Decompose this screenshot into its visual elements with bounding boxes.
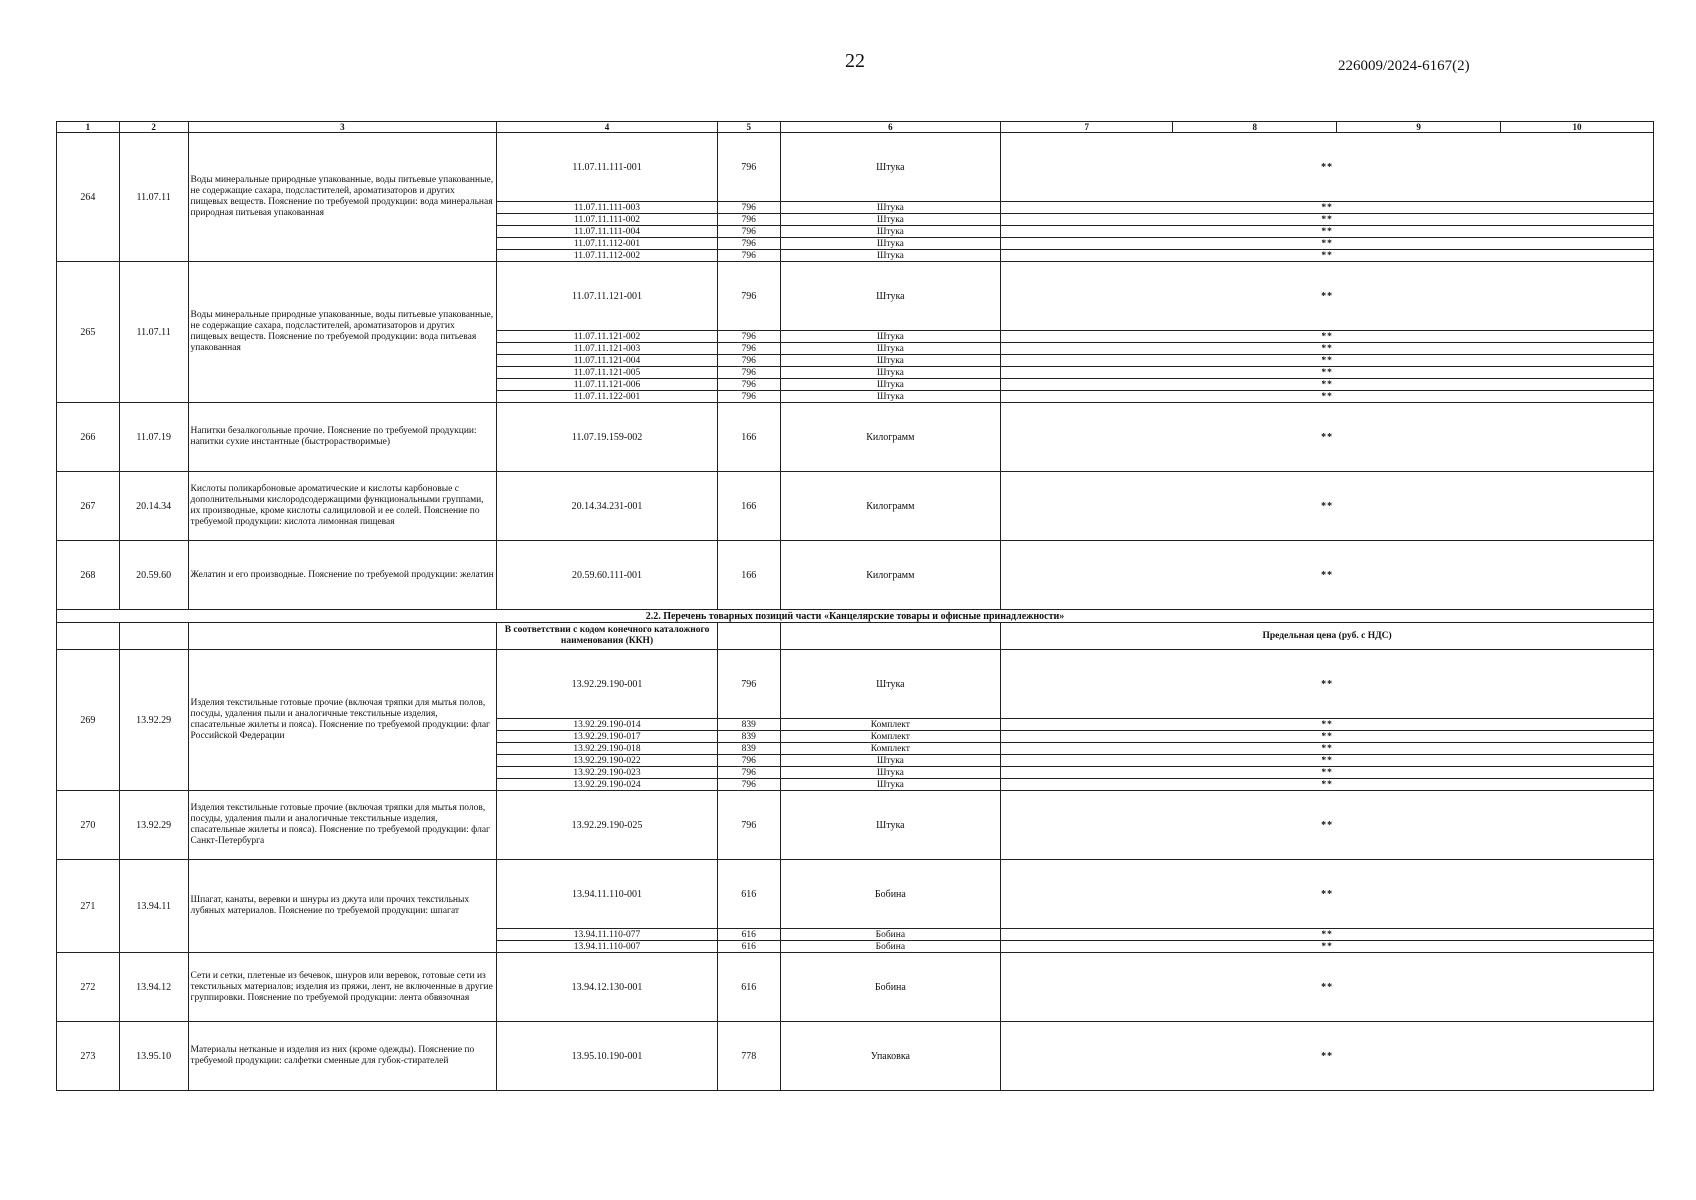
max-price: ** (1001, 731, 1654, 743)
ktru-code: 11.07.11.112-001 (497, 238, 718, 250)
max-price: ** (1001, 262, 1654, 331)
unit-name: Штука (780, 391, 1001, 403)
unit-name: Штука (780, 379, 1001, 391)
empty-cell (57, 623, 120, 650)
col-header: 8 (1173, 122, 1337, 133)
kkn-header: В соответствии с кодом конечного каталожного наименования (ККН) (497, 623, 718, 650)
ktru-code: 11.07.11.121-003 (497, 343, 718, 355)
col-header: 5 (717, 122, 780, 133)
max-price: ** (1001, 391, 1654, 403)
col-header: 1 (57, 122, 120, 133)
okei-code: 796 (717, 367, 780, 379)
ktru-code: 13.92.29.190-023 (497, 767, 718, 779)
document-id: 226009/2024-6167(2) (1338, 58, 1470, 74)
okei-code: 166 (717, 472, 780, 541)
unit-name: Штука (780, 755, 1001, 767)
table-body-food (57, 133, 1654, 610)
okei-code: 796 (717, 767, 780, 779)
max-price: ** (1001, 331, 1654, 343)
max-price: ** (1001, 767, 1654, 779)
okei-code: 796 (717, 250, 780, 262)
table-row (57, 262, 1654, 331)
empty-cell (119, 623, 188, 650)
okei-code: 796 (717, 779, 780, 791)
okpd-code: 13.94.11 (119, 860, 188, 953)
row-number: 268 (57, 541, 120, 610)
product-description: Изделия текстильные готовые прочие (включая тряпки для мытья полов, посуды, удаления пыли и аналогичные текстильные изделия, спасательные жилеты и пояса). Пояснение по требуемой продукции: флаг Российской Федерации (188, 650, 497, 791)
ktru-code: 13.94.11.110-007 (497, 941, 718, 953)
row-number: 271 (57, 860, 120, 953)
unit-name: Комплект (780, 743, 1001, 755)
unit-name: Комплект (780, 719, 1001, 731)
section-columns-row (57, 623, 1654, 650)
product-description: Изделия текстильные готовые прочие (включая тряпки для мытья полов, посуды, удаления пыли и аналогичные текстильные изделия, спасательные жилеты и пояса). Пояснение по требуемой продукции: флаг Санкт-Петербурга (188, 791, 497, 860)
row-number: 264 (57, 133, 120, 262)
unit-name: Штука (780, 343, 1001, 355)
page-number: 22 (845, 50, 865, 72)
section-title: 2.2. Перечень товарных позиций части «Канцелярские товары и офисные принадлежности» (57, 610, 1654, 623)
table-row (57, 133, 1654, 202)
section-header (57, 610, 1654, 650)
okei-code: 796 (717, 331, 780, 343)
product-description: Материалы нетканые и изделия из них (кроме одежды). Пояснение по требуемой продукции: салфетки сменные для губок-стирателей (188, 1022, 497, 1091)
product-description: Желатин и его производные. Пояснение по требуемой продукции: желатин (188, 541, 497, 610)
okpd-code: 11.07.19 (119, 403, 188, 472)
unit-name: Килограмм (780, 541, 1001, 610)
okpd-code: 13.92.29 (119, 650, 188, 791)
table-row (57, 403, 1654, 472)
max-price: ** (1001, 403, 1654, 472)
price-table (56, 121, 1654, 1091)
max-price: ** (1001, 238, 1654, 250)
row-number: 272 (57, 953, 120, 1022)
max-price: ** (1001, 755, 1654, 767)
unit-name: Штука (780, 238, 1001, 250)
okei-code: 166 (717, 541, 780, 610)
max-price: ** (1001, 133, 1654, 202)
unit-name: Штука (780, 133, 1001, 202)
table-body-stationery (57, 650, 1654, 1091)
unit-name: Штука (780, 202, 1001, 214)
okei-code: 616 (717, 929, 780, 941)
ktru-code: 13.95.10.190-001 (497, 1022, 718, 1091)
okei-code: 839 (717, 731, 780, 743)
row-number: 269 (57, 650, 120, 791)
okei-code: 796 (717, 214, 780, 226)
ktru-code: 13.92.29.190-001 (497, 650, 718, 719)
table-row (57, 541, 1654, 610)
okpd-code: 13.95.10 (119, 1022, 188, 1091)
okei-code: 796 (717, 133, 780, 202)
price-header: Предельная цена (руб. с НДС) (1001, 623, 1654, 650)
unit-name: Бобина (780, 953, 1001, 1022)
okpd-code: 20.14.34 (119, 472, 188, 541)
max-price: ** (1001, 250, 1654, 262)
empty-cell (188, 623, 497, 650)
okei-code: 796 (717, 262, 780, 331)
ktru-code: 11.07.11.111-001 (497, 133, 718, 202)
ktru-code: 20.14.34.231-001 (497, 472, 718, 541)
max-price: ** (1001, 343, 1654, 355)
unit-name: Бобина (780, 860, 1001, 929)
okpd-code: 11.07.11 (119, 133, 188, 262)
okei-code: 796 (717, 238, 780, 250)
ktru-code: 11.07.11.111-004 (497, 226, 718, 238)
row-number: 265 (57, 262, 120, 403)
okei-code: 796 (717, 226, 780, 238)
unit-name: Комплект (780, 731, 1001, 743)
okei-code: 796 (717, 379, 780, 391)
unit-name: Штука (780, 650, 1001, 719)
col-header: 7 (1001, 122, 1173, 133)
max-price: ** (1001, 1022, 1654, 1091)
section-title-row (57, 610, 1654, 623)
unit-name: Бобина (780, 941, 1001, 953)
table-row (57, 1022, 1654, 1091)
empty-cell (717, 623, 780, 650)
max-price: ** (1001, 953, 1654, 1022)
okei-code: 796 (717, 791, 780, 860)
product-description: Воды минеральные природные упакованные, воды питьевые упакованные, не содержащие сахара, подсластителей, ароматизаторов и других пищевых веществ. Пояснение по требуемой продукции: вода минеральная природная питьевая упакованная (188, 133, 497, 262)
unit-name: Килограмм (780, 472, 1001, 541)
product-description: Сети и сетки, плетеные из бечевок, шнуров или веревок, готовые сети из текстильных материалов; изделия из пряжи, лент, не включенные в другие группировки. Пояснение по требуемой продукции: лента обвязочная (188, 953, 497, 1022)
okei-code: 796 (717, 343, 780, 355)
max-price: ** (1001, 202, 1654, 214)
row-number: 266 (57, 403, 120, 472)
unit-name: Штука (780, 355, 1001, 367)
row-number: 267 (57, 472, 120, 541)
product-description: Шпагат, канаты, веревки и шнуры из джута или прочих текстильных лубяных материалов. Пояснение по требуемой продукции: шпагат (188, 860, 497, 953)
max-price: ** (1001, 650, 1654, 719)
ktru-code: 20.59.60.111-001 (497, 541, 718, 610)
okei-code: 616 (717, 953, 780, 1022)
ktru-code: 11.07.11.121-005 (497, 367, 718, 379)
price-table-container (56, 121, 1654, 1091)
unit-name: Штука (780, 214, 1001, 226)
okpd-code: 20.59.60 (119, 541, 188, 610)
ktru-code: 13.94.11.110-001 (497, 860, 718, 929)
ktru-code: 11.07.19.159-002 (497, 403, 718, 472)
col-header: 3 (188, 122, 497, 133)
max-price: ** (1001, 226, 1654, 238)
unit-name: Бобина (780, 929, 1001, 941)
table-row (57, 650, 1654, 719)
max-price: ** (1001, 472, 1654, 541)
max-price: ** (1001, 743, 1654, 755)
unit-name: Упаковка (780, 1022, 1001, 1091)
max-price: ** (1001, 719, 1654, 731)
product-description: Напитки безалкогольные прочие. Пояснение по требуемой продукции: напитки сухие инстантные (быстрорастворимые) (188, 403, 497, 472)
okei-code: 166 (717, 403, 780, 472)
max-price: ** (1001, 355, 1654, 367)
col-header: 9 (1337, 122, 1501, 133)
col-header: 10 (1501, 122, 1654, 133)
okei-code: 796 (717, 755, 780, 767)
col-header: 2 (119, 122, 188, 133)
unit-name: Килограмм (780, 403, 1001, 472)
max-price: ** (1001, 214, 1654, 226)
ktru-code: 13.92.29.190-022 (497, 755, 718, 767)
max-price: ** (1001, 541, 1654, 610)
okei-code: 616 (717, 860, 780, 929)
okei-code: 796 (717, 650, 780, 719)
okei-code: 796 (717, 391, 780, 403)
col-header: 4 (497, 122, 718, 133)
row-number: 273 (57, 1022, 120, 1091)
ktru-code: 13.92.29.190-025 (497, 791, 718, 860)
col-header: 6 (780, 122, 1001, 133)
row-number: 270 (57, 791, 120, 860)
ktru-code: 11.07.11.111-002 (497, 214, 718, 226)
okpd-code: 13.92.29 (119, 791, 188, 860)
unit-name: Штука (780, 331, 1001, 343)
max-price: ** (1001, 379, 1654, 391)
empty-cell (780, 623, 1001, 650)
ktru-code: 13.94.12.130-001 (497, 953, 718, 1022)
ktru-code: 11.07.11.121-001 (497, 262, 718, 331)
table-row (57, 860, 1654, 929)
table-row (57, 953, 1654, 1022)
product-description: Кислоты поликарбоновые ароматические и кислоты карбоновые с дополнительными кислородсодержащими функциональными группами, их производные, кроме кислоты салициловой и ее солей. Пояснение по требуемой продукции: кислота лимонная пищевая (188, 472, 497, 541)
ktru-code: 11.07.11.111-003 (497, 202, 718, 214)
okpd-code: 11.07.11 (119, 262, 188, 403)
ktru-code: 13.94.11.110-077 (497, 929, 718, 941)
okei-code: 796 (717, 355, 780, 367)
okei-code: 839 (717, 743, 780, 755)
okei-code: 796 (717, 202, 780, 214)
max-price: ** (1001, 860, 1654, 929)
ktru-code: 11.07.11.121-006 (497, 379, 718, 391)
okpd-code: 13.94.12 (119, 953, 188, 1022)
unit-name: Штука (780, 262, 1001, 331)
unit-name: Штука (780, 779, 1001, 791)
table-row (57, 472, 1654, 541)
max-price: ** (1001, 779, 1654, 791)
max-price: ** (1001, 929, 1654, 941)
ktru-code: 11.07.11.112-002 (497, 250, 718, 262)
unit-name: Штука (780, 791, 1001, 860)
ktru-code: 13.92.29.190-024 (497, 779, 718, 791)
unit-name: Штука (780, 250, 1001, 262)
column-number-row (57, 122, 1654, 133)
product-description: Воды минеральные природные упакованные, воды питьевые упакованные, не содержащие сахара, подсластителей, ароматизаторов и других пищевых веществ. Пояснение по требуемой продукции: вода питьевая упакованная (188, 262, 497, 403)
ktru-code: 13.92.29.190-017 (497, 731, 718, 743)
unit-name: Штука (780, 226, 1001, 238)
ktru-code: 11.07.11.121-004 (497, 355, 718, 367)
table-row (57, 791, 1654, 860)
max-price: ** (1001, 941, 1654, 953)
unit-name: Штука (780, 367, 1001, 379)
max-price: ** (1001, 791, 1654, 860)
unit-name: Штука (780, 767, 1001, 779)
ktru-code: 11.07.11.121-002 (497, 331, 718, 343)
ktru-code: 13.92.29.190-014 (497, 719, 718, 731)
ktru-code: 13.92.29.190-018 (497, 743, 718, 755)
okei-code: 616 (717, 941, 780, 953)
max-price: ** (1001, 367, 1654, 379)
okei-code: 778 (717, 1022, 780, 1091)
ktru-code: 11.07.11.122-001 (497, 391, 718, 403)
okei-code: 839 (717, 719, 780, 731)
